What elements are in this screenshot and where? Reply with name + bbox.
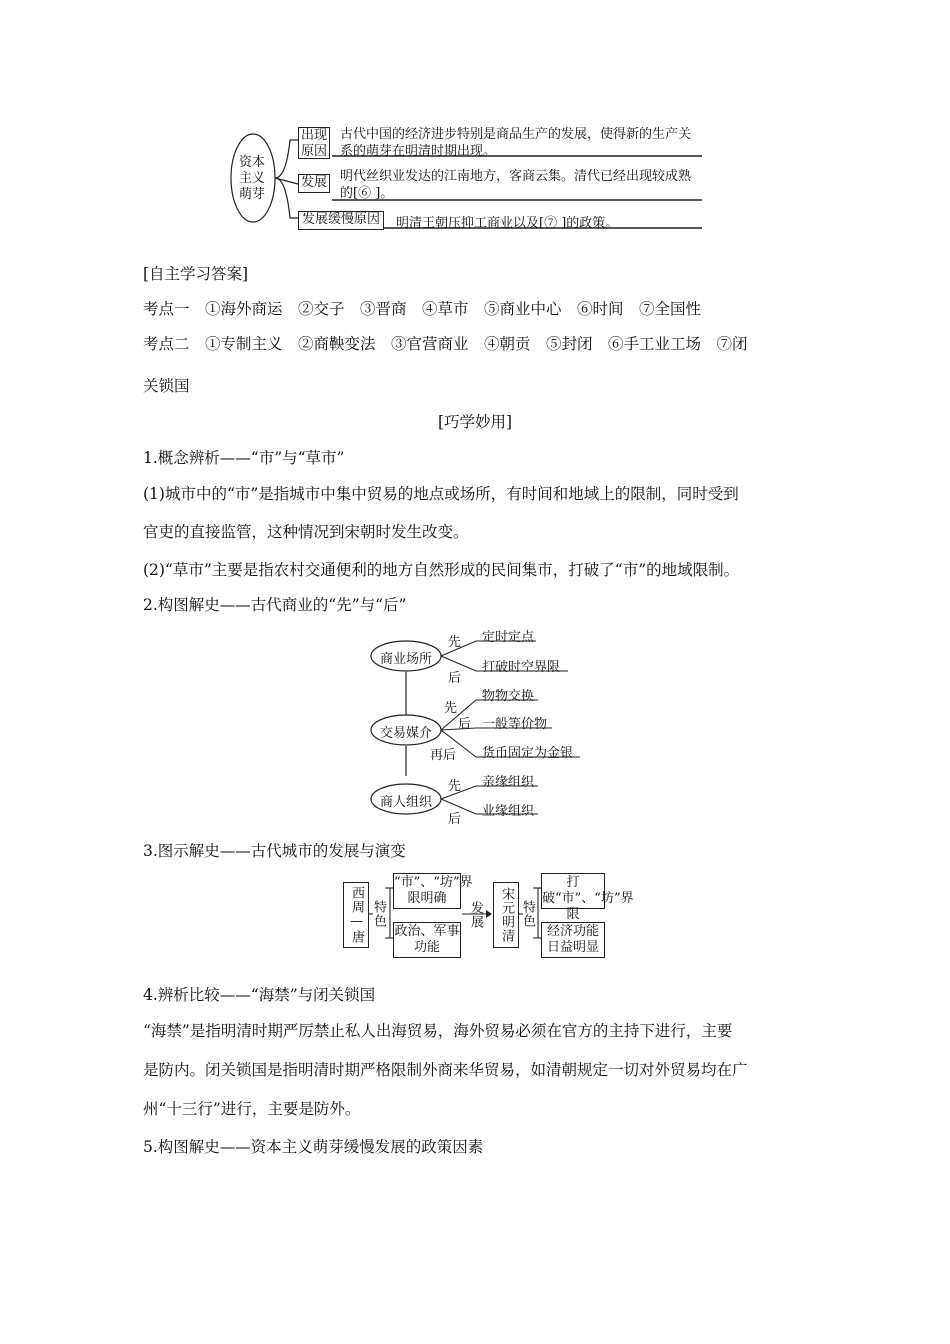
n3-item-1: 亲缘组织 xyxy=(482,775,535,790)
item4-line-1: “海禁”是指明清时期严厉禁止私人出海贸易，海外贸易必须在官方的主持下进行，主要 xyxy=(143,1022,733,1040)
node-merchant-org: 商人组织 xyxy=(379,795,432,810)
n2-item-1: 物物交换 xyxy=(482,689,535,704)
item4-heading: 4.辨析比较——“海禁”与闭关锁国 xyxy=(143,986,376,1004)
n2-item-3: 货币固定为金银 xyxy=(482,746,574,761)
right-tag: 特色 xyxy=(520,900,535,928)
item1-p2: (2)“草市”主要是指农村交通便利的地方自然形成的民间集市，打破了“市”的地域限制。 xyxy=(143,561,740,579)
right-item-2: 经济功能日益明显 xyxy=(541,922,605,958)
diagram-center-label: 资本主义萌芽 xyxy=(238,155,265,202)
item1-p1-line1: (1)城市中的“市”是指城市中集中贸易的地点或场所，有时间和地域上的限制，同时受到 xyxy=(143,485,739,503)
item1-p1-line2: 官吏的直接监管，这种情况到宋朝时发生改变。 xyxy=(143,523,469,541)
item4-line-2: 是防内。闭关锁国是指明清时期严格限制外商来华贸易，如清朝规定一切对外贸易均在广 xyxy=(143,1061,748,1079)
item1-heading: 1.概念辨析——“市”与“草市” xyxy=(143,449,345,467)
item3-heading: 3.图示解史——古代城市的发展与演变 xyxy=(143,842,406,860)
branch-text-development xyxy=(340,168,691,202)
item2-heading: 2.构图解史——古代商业的“先”与“后” xyxy=(143,596,407,614)
right-item-1: 打破“市”、“坊”界限 xyxy=(542,875,634,922)
branch-text-development-l2: 的[⑥ ]。 xyxy=(340,186,394,201)
branch-label-cause-l2: 原因 xyxy=(300,144,327,159)
branch-label-development: 发展 xyxy=(298,174,330,193)
item5-heading: 5.构图解史——资本主义萌芽缓慢发展的政策因素 xyxy=(143,1138,484,1156)
n3-tag-first: 先 xyxy=(448,779,462,794)
answers-line-1: 考点一 ①海外商运 ②交子 ③晋商 ④草市 ⑤商业中心 ⑥时间 ⑦全国性 xyxy=(143,300,702,318)
arrow-label: 发展 xyxy=(468,901,483,929)
section-title: [巧学妙用] xyxy=(437,413,513,431)
branch-label-cause-l1: 出现 xyxy=(300,128,327,143)
n3-item-2: 业缘组织 xyxy=(482,804,535,819)
n2-item-2: 一般等价物 xyxy=(482,717,548,732)
branch-text-slow-reason: 明清王朝压抑工商业以及[⑦ ]的政策。 xyxy=(396,216,619,231)
left-period-box: 西周—唐 xyxy=(343,882,369,948)
left-item-1: “市”、“坊”界限明确 xyxy=(393,873,461,909)
branch-text-cause-l1: 古代中国的经济进步特别是商品生产的发展，使得新的生产关 xyxy=(340,127,692,142)
n1-item-1: 定时定点 xyxy=(482,630,535,645)
branch-label-slow-reason: 发展缓慢原因 xyxy=(298,211,384,230)
n1-item-2: 打破时空界限 xyxy=(482,660,561,675)
answers-title: [自主学习答案] xyxy=(143,265,249,283)
n3-tag-later: 后 xyxy=(448,812,462,827)
answers-line-2: 考点二 ①专制主义 ②商鞅变法 ③官营商业 ④朝贡 ⑤封闭 ⑥手工业工场 ⑦闭 xyxy=(143,335,748,353)
n2-tag-first: 先 xyxy=(444,701,458,716)
item4-line-3: 州“十三行”进行，主要是防外。 xyxy=(143,1100,361,1118)
n2-tag-then: 再后 xyxy=(430,748,457,763)
n1-tag-first: 先 xyxy=(448,635,462,650)
node-trade-medium: 交易媒介 xyxy=(379,726,432,741)
branch-text-cause-l2: 系的萌芽在明清时期出现。 xyxy=(340,144,497,159)
left-item-2: 政治、军事功能 xyxy=(393,922,461,958)
branch-label-cause xyxy=(298,127,330,159)
left-tag: 特色 xyxy=(371,900,386,928)
right-period-box: 宋元明清 xyxy=(493,882,519,948)
branch-text-cause xyxy=(340,126,691,160)
answers-line-3: 关锁国 xyxy=(143,377,190,395)
node-commerce-place: 商业场所 xyxy=(379,652,432,667)
n1-tag-later: 后 xyxy=(448,671,462,686)
branch-text-development-l1: 明代丝织业发达的江南地方，客商云集。清代已经出现较成熟 xyxy=(340,169,692,184)
n2-tag-later: 后 xyxy=(458,717,472,732)
